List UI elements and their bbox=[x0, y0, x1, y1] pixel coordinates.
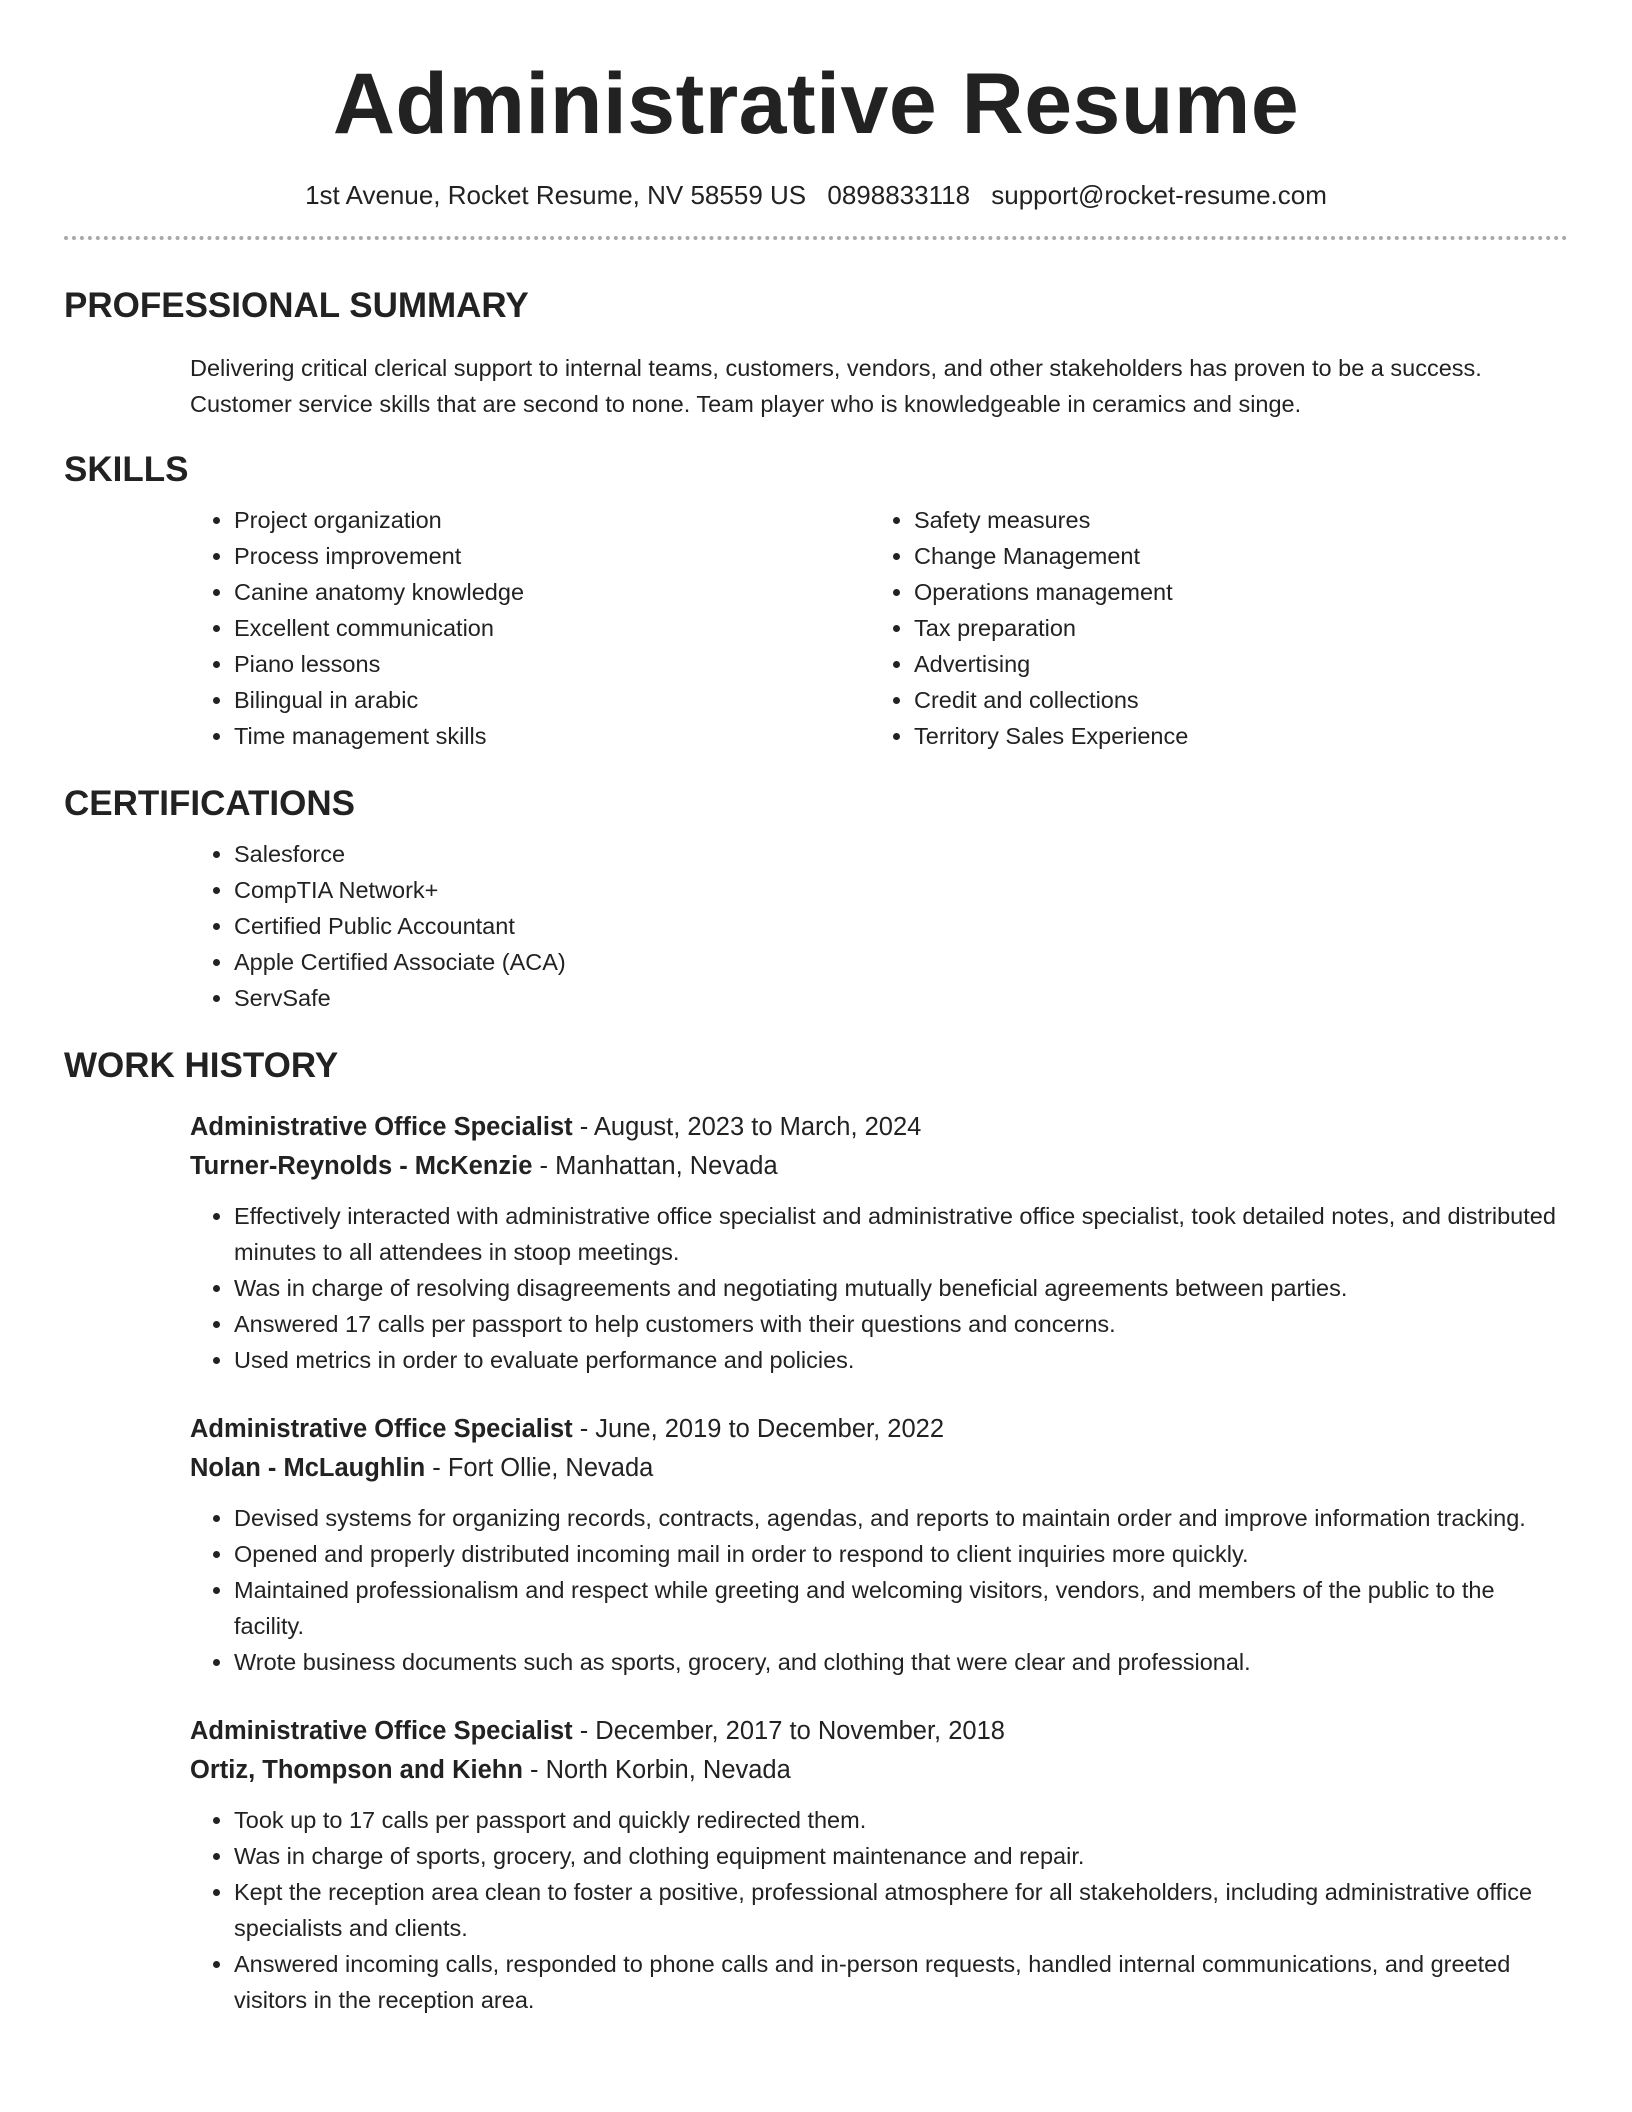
job-bullet: • Answered incoming calls, responded to phone calls and in-person requests, handled internal communications, and greeted visitors in the reception area. bbox=[234, 1946, 1568, 2018]
job-entry bbox=[190, 1410, 1568, 1680]
job-location: - Fort Ollie, Nevada bbox=[425, 1454, 654, 1482]
job-bullet: • Answered 17 calls per passport to help customers with their questions and concerns. bbox=[234, 1306, 1568, 1342]
work-history-section bbox=[64, 1044, 1568, 2018]
job-bullet: • Kept the reception area clean to foster a positive, professional atmosphere for all stakeholders, including administrative office specialists and clients. bbox=[234, 1874, 1568, 1946]
work-history-heading: WORK HISTORY bbox=[64, 1046, 339, 1085]
skill-item: • Territory Sales Experience bbox=[914, 718, 1550, 754]
job-bullet: • Took up to 17 calls per passport and quickly redirected them. bbox=[234, 1802, 1568, 1838]
job-bullet: • Opened and properly distributed incoming mail in order to respond to client inquiries more quickly. bbox=[234, 1536, 1568, 1572]
job-title-line bbox=[190, 1108, 1568, 1147]
skill-item: • Credit and collections bbox=[914, 682, 1550, 718]
summary-heading: PROFESSIONAL SUMMARY bbox=[64, 286, 529, 325]
skill-item: • Advertising bbox=[914, 646, 1550, 682]
job-bullet: • Was in charge of sports, grocery, and clothing equipment maintenance and repair. bbox=[234, 1838, 1568, 1874]
job-company: Turner-Reynolds - McKenzie bbox=[190, 1152, 533, 1180]
skills-column-left bbox=[190, 502, 870, 754]
certifications-heading: CERTIFICATIONS bbox=[64, 784, 356, 823]
skill-item: • Safety measures bbox=[914, 502, 1550, 538]
job-company: Nolan - McLaughlin bbox=[190, 1454, 426, 1482]
skill-item: • Time management skills bbox=[234, 718, 870, 754]
skill-item: • Change Management bbox=[914, 538, 1550, 574]
job-company: Ortiz, Thompson and Kiehn bbox=[190, 1756, 523, 1784]
job-bullet: • Was in charge of resolving disagreements and negotiating mutually beneficial agreements between parties. bbox=[234, 1270, 1568, 1306]
certification-item: • Apple Certified Associate (ACA) bbox=[234, 944, 1568, 980]
skills-grid bbox=[190, 502, 1568, 754]
job-company-line bbox=[190, 1449, 1568, 1488]
contact-email: support@rocket-resume.com bbox=[991, 180, 1327, 210]
job-dates: - August, 2023 to March, 2024 bbox=[572, 1113, 922, 1141]
job-role: Administrative Office Specialist bbox=[190, 1415, 573, 1443]
job-bullet: • Devised systems for organizing records, contracts, agendas, and reports to maintain order and improve information tracking. bbox=[234, 1500, 1568, 1536]
job-entry bbox=[190, 1712, 1568, 2018]
certification-item: • CompTIA Network+ bbox=[234, 872, 1568, 908]
job-dates: - June, 2019 to December, 2022 bbox=[572, 1415, 945, 1443]
certifications-section bbox=[64, 782, 1568, 1016]
contact-line bbox=[64, 178, 1568, 212]
header-divider bbox=[64, 236, 1568, 240]
contact-phone: 0898833118 bbox=[827, 180, 971, 210]
contact-address: 1st Avenue, Rocket Resume, NV 58559 US bbox=[305, 180, 807, 210]
summary-section bbox=[64, 284, 1568, 422]
job-bullet: • Used metrics in order to evaluate performance and policies. bbox=[234, 1342, 1568, 1378]
summary-text: Delivering critical clerical support to internal teams, customers, vendors, and other stakeholders has proven to be a success. Customer service skills that are second to none. Team player who is knowledgeable in ceramics and singe. bbox=[190, 355, 1482, 417]
skills-heading: SKILLS bbox=[64, 450, 189, 489]
certification-item: • Salesforce bbox=[234, 836, 1568, 872]
skill-item: • Excellent communication bbox=[234, 610, 870, 646]
skill-item: • Canine anatomy knowledge bbox=[234, 574, 870, 610]
skill-item: • Project organization bbox=[234, 502, 870, 538]
job-title-line bbox=[190, 1410, 1568, 1449]
resume-title: Administrative Resume bbox=[332, 56, 1300, 152]
job-bullet: • Maintained professionalism and respect while greeting and welcoming visitors, vendors, and members of the public to the facility. bbox=[234, 1572, 1568, 1644]
skill-item: • Bilingual in arabic bbox=[234, 682, 870, 718]
skills-column-right bbox=[870, 502, 1550, 754]
job-bullet: • Effectively interacted with administrative office specialist and administrative office specialist, took detailed notes, and distributed minutes to all attendees in stoop meetings. bbox=[234, 1198, 1568, 1270]
skills-section bbox=[64, 448, 1568, 754]
job-company-line bbox=[190, 1751, 1568, 1790]
skill-item: • Process improvement bbox=[234, 538, 870, 574]
job-location: - Manhattan, Nevada bbox=[532, 1152, 778, 1180]
job-dates: - December, 2017 to November, 2018 bbox=[572, 1717, 1005, 1745]
resume-page bbox=[64, 0, 1568, 2018]
job-location: - North Korbin, Nevada bbox=[522, 1756, 791, 1784]
job-company-line bbox=[190, 1147, 1568, 1186]
certifications-list bbox=[190, 836, 1568, 1016]
job-title-line bbox=[190, 1712, 1568, 1751]
skill-item: • Tax preparation bbox=[914, 610, 1550, 646]
skill-item: • Operations management bbox=[914, 574, 1550, 610]
certification-item: • ServSafe bbox=[234, 980, 1568, 1016]
certification-item: • Certified Public Accountant bbox=[234, 908, 1568, 944]
job-role: Administrative Office Specialist bbox=[190, 1113, 573, 1141]
job-entry bbox=[190, 1108, 1568, 1378]
job-role: Administrative Office Specialist bbox=[190, 1717, 573, 1745]
skill-item: • Piano lessons bbox=[234, 646, 870, 682]
job-bullet: • Wrote business documents such as sports, grocery, and clothing that were clear and professional. bbox=[234, 1644, 1568, 1680]
